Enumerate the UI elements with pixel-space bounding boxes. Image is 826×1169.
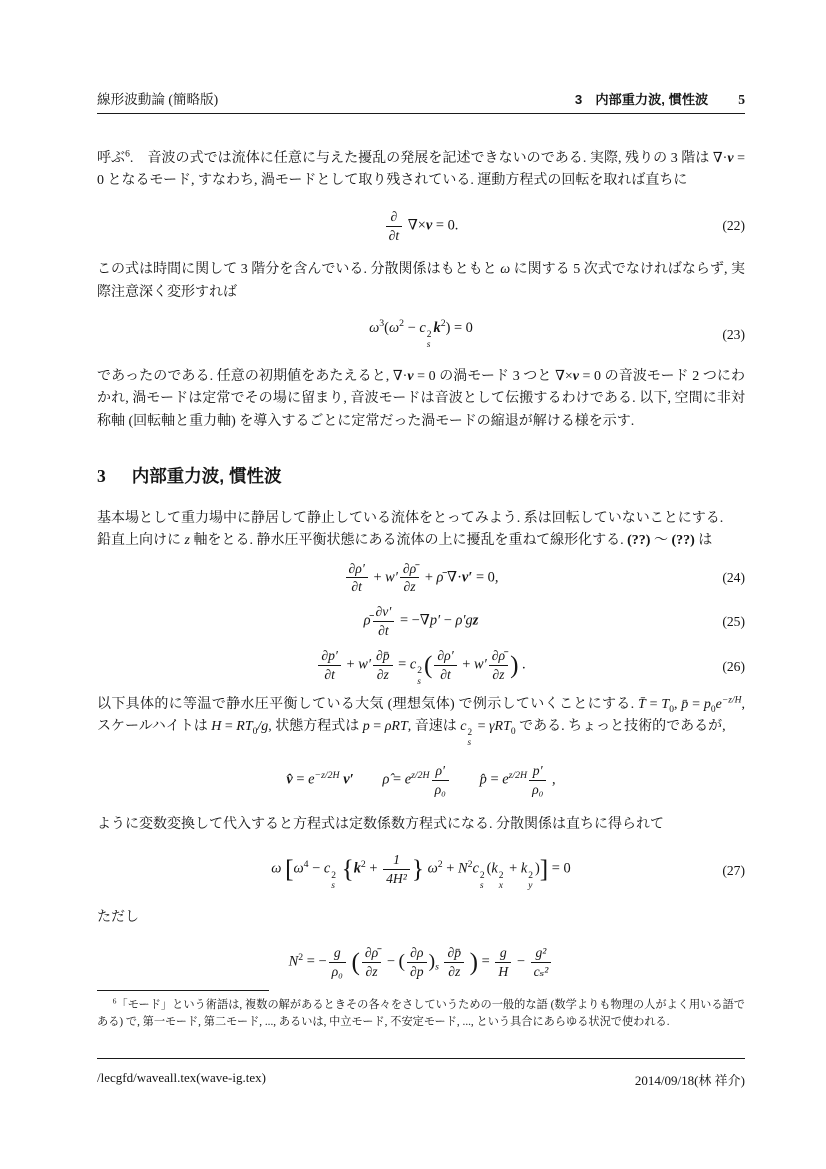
- equation-22-body: $\frac{\partial}{\partial t}$ ∇×v = 0.: [97, 208, 745, 245]
- equation-22-number: (22): [722, 218, 745, 234]
- header-right-group: [575, 89, 745, 108]
- header-page-number: 5: [738, 92, 745, 107]
- equation-27-number: (27): [722, 863, 745, 879]
- equation-variable-transform: [97, 762, 745, 799]
- section-title: 内部重力波, 慣性波: [131, 465, 282, 486]
- header-section-title: 3 内部重力波, 慣性波: [574, 92, 709, 107]
- equation-25: [97, 603, 745, 640]
- equation-27-body: ω [$\omega^4 - c$ 2 s {$k^2$ + $\frac{1}{\text{4H²}}$ } $\omega^2 + N^2c$ 2 s (k 2 x + k 2 y )] = 0: [271, 852, 571, 892]
- footer-source-path: /lecgfd/waveall.tex(wave-ig.tex): [97, 1070, 266, 1085]
- equation-23-body: $\omega^3(\omega^2 - c$ 2 s $k^2) = 0$: [369, 318, 473, 351]
- section-number: 3: [97, 465, 106, 486]
- paragraph-isothermal-atmosphere: 以下具体的に等温で静水圧平衡している大気 (理想気体) で例示していくことにする. T̄ = $T_0$, p̄ = $p_0e^{-z/H}$, スケールハイトは $H = RT_0/g$, 状態方程式は p = ρRT, 音速は c 2 s = γRT$_0$ である. ちょっと技術的であるが,: [97, 695, 745, 748]
- equation-group-24-26: [97, 560, 745, 687]
- equation-25-body: ρ̄ $\frac{\partial v'}{\partial t}$ = −∇p′ − ρ′gz: [363, 604, 479, 639]
- header-document-title: 線形波動論 (簡略版): [97, 92, 219, 107]
- paragraph-constant-coefficients: ように変数変換して代入すると方程式は定数係数方程式になる. 分散関係は直ちに得られて: [97, 816, 664, 832]
- footnote-rule: [97, 990, 269, 991]
- footnote: [97, 990, 745, 1032]
- equation-23: [97, 319, 745, 351]
- paragraph-dispersion-relation: この式は時間に関して 3 階分を含んでいる. 分散関係はもともと ω に関する 5 次式でなければならず, 実際注意深く変形すれば: [97, 262, 745, 300]
- footnote-text: $^6$「モード」という術語は, 複数の解があるときその各々をさしていうための一般的な語 (数学よりも物理の人がよく用いる語である) で, 第一モード, 第二モード, ..., あるいは, 中立モード, 不安定モード, ..., という具合にあらゆる状況で使われる.: [97, 996, 745, 1029]
- paragraph-vortex-and-sound-modes: であったのである. 任意の初期値をあたえると, ∇·v = 0 の渦モード 3 つと ∇×v = 0 の音波モード 2 つにわかれ, 渦モードは定常でその場に留まり, 音波モードは音波として伝搬するわけである. 以下, 空間に非対称軸 (回転軸と重力軸) を導入するごとに定常だった渦モードの縮退が解ける様を示す.: [97, 368, 745, 429]
- equation-buoyancy-frequency: [97, 944, 745, 981]
- paragraph-basic-state: 基本場として重力場中に静居して静止している流体をとってみよう. 系は回転していないことにする.: [97, 510, 724, 526]
- equation-23-number: (23): [722, 326, 745, 342]
- page-body: [97, 88, 745, 986]
- paragraph-sound-wave-modes: 呼ぶ$^6$. 音波の式では流体に任意に与えた擾乱の発展を記述できないのである. 実際, 残りの 3 階は ∇·v = 0 となるモード, すなわち, 渦モードとして取り残されている. 運動方程式の回転を取れば直ちに: [97, 149, 745, 189]
- equation-27: [97, 851, 745, 891]
- running-header: [97, 88, 745, 114]
- equation-22: [97, 208, 745, 245]
- section-heading: [97, 463, 745, 488]
- equation-26-number: (26): [722, 658, 745, 674]
- equation-24: [97, 560, 745, 597]
- equation-variable-transform-body: v̂ = $e^{-z/2H}$ v′ ρ̂ = $e^{z/2H}$ $\frac{\rho'}{\text{ρ₀}}$ p̂ = $e^{z/2H}$ $\frac{p'}{\text{ρ₀}}$ ,: [286, 763, 556, 798]
- equation-24-number: (24): [722, 569, 745, 585]
- paragraph-tadashi: ただし: [97, 909, 139, 925]
- paragraph-linearization: 鉛直上向けに z 軸をとる. 静水圧平衡状態にある流体の上に擾乱を重ねて線形化する. (??) ～ (??) は: [97, 533, 713, 549]
- footer-date-author: 2014/09/18(林 祥介): [634, 1073, 745, 1088]
- equation-24-body: $\frac{\partial\rho'}{\partial t}$ + w′ $\frac{\partial\rhō}{\partial z}$ + ρ̄ ∇·v′ = 0,: [97, 560, 745, 597]
- equation-buoyancy-frequency-body: $N^2$ = − $\frac{g}{\text{ρ₀}}$ ( $\frac{\partial\rhō}{\partial z}$ − ( $\frac{\partial\rho}{\partial p}$ )$_s$ $\frac{\partial p̄}{\partial z}$ ) = $\frac{g}{H}$ − $\frac{\text{g²}}{\text{cₛ²}}$: [97, 944, 745, 981]
- page-footer: [97, 1058, 745, 1089]
- equation-26-body: $\frac{\partial p'}{\partial t}$ + w′ $\frac{\partial p̄}{\partial z}$ = c 2 s ( $\frac{\partial\rho'}{\partial t}$ + w′ $\frac{\partial\rhō}{\partial z}$ ) .: [97, 647, 745, 687]
- equation-25-number: (25): [722, 613, 745, 629]
- equation-26: [97, 647, 745, 687]
